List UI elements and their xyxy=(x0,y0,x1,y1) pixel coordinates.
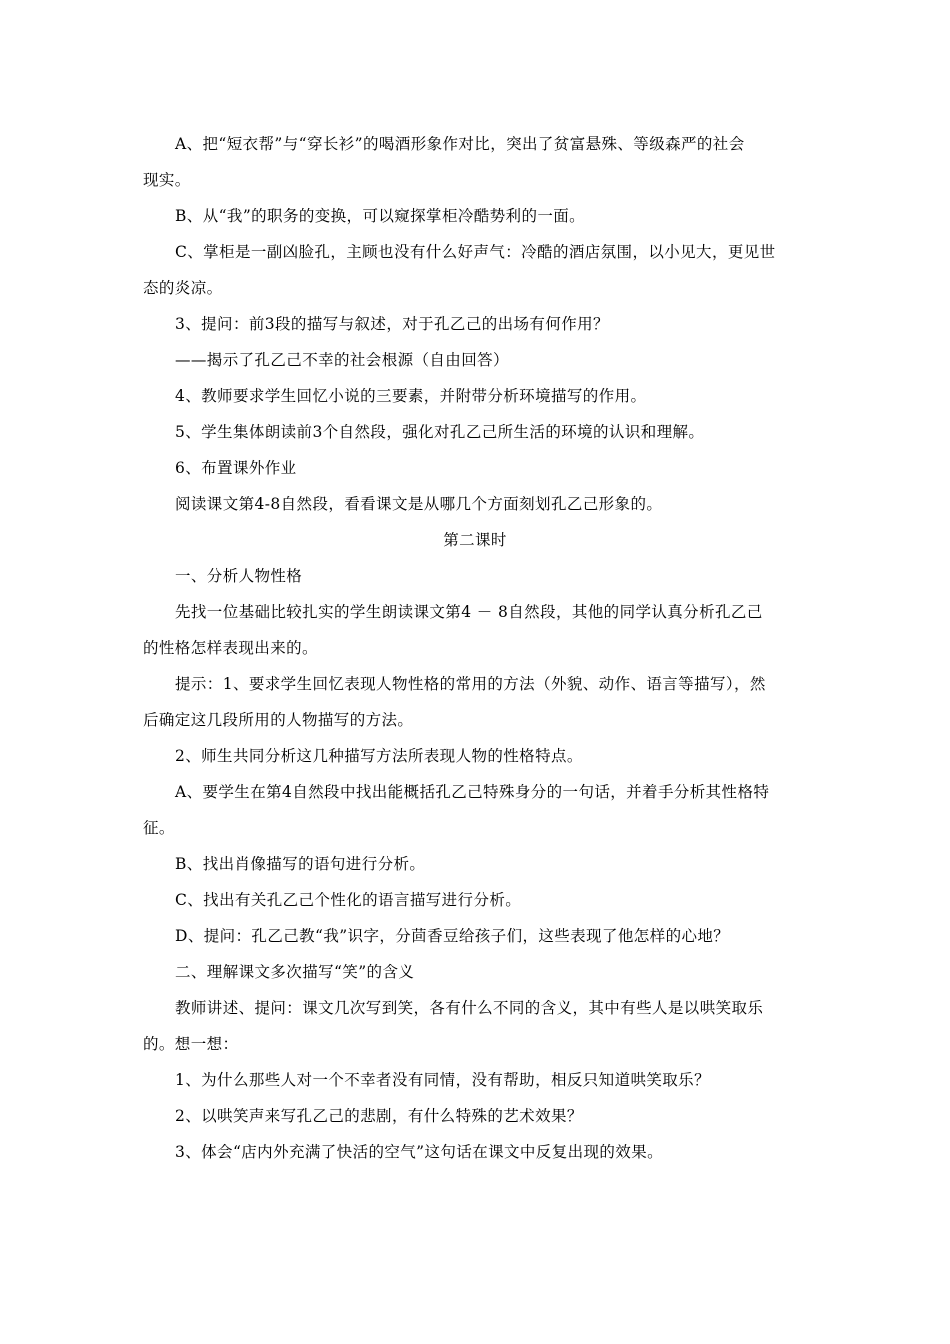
paragraph-item-a-line1: A、把“短衣帮”与“穿长衫”的喝酒形象作对比，突出了贫富悬殊、等级森严的社会 xyxy=(175,135,745,153)
paragraph-teacher-line2: 的。想一想： xyxy=(143,1035,239,1053)
paragraph-teacher-line1: 教师讲述、提问：课文几次写到笑，各有什么不同的含义，其中有些人是以哄笑取乐 xyxy=(175,999,764,1017)
paragraph-sub-b: B、找出肖像描写的语句进行分析。 xyxy=(175,855,426,873)
paragraph-sub-c: C、找出有关孔乙己个性化的语言描写进行分析。 xyxy=(175,891,522,909)
paragraph-item-a-line2: 现实。 xyxy=(143,171,191,189)
paragraph-hint-line1: 提示：1、要求学生回忆表现人物性格的常用的方法（外貌、动作、语言等描写），然 xyxy=(175,675,766,693)
paragraph-step-4: 4、教师要求学生回忆小说的三要素，并附带分析环境描写的作用。 xyxy=(175,387,647,405)
paragraph-item-c-line1: C、掌柜是一副凶脸孔，主顾也没有什么好声气：冷酷的酒店氛围，以小见大，更见世 xyxy=(175,243,776,261)
section-heading-second-lesson: 第二课时 xyxy=(443,531,507,549)
paragraph-question-3: 3、提问：前3段的描写与叙述，对于孔乙己的出场有何作用？ xyxy=(175,315,609,333)
paragraph-sub-a-line1: A、要学生在第4自然段中找出能概括孔乙己特殊身分的一句话，并着手分析其性格特 xyxy=(175,783,770,801)
section-heading-laughter: 二、理解课文多次描写“笑”的含义 xyxy=(175,963,415,981)
section-heading-analysis: 一、分析人物性格 xyxy=(175,567,303,585)
paragraph-step-2: 2、师生共同分析这几种描写方法所表现人物的性格特点。 xyxy=(175,747,583,765)
paragraph-item-b: B、从“我”的职务的变换，可以窥探掌柜冷酷势利的一面。 xyxy=(175,207,586,225)
paragraph-reading-line1: 先找一位基础比较扎实的学生朗读课文第4 － 8自然段，其他的同学认真分析孔乙己 xyxy=(175,603,763,621)
paragraph-reading-line2: 的性格怎样表现出来的。 xyxy=(143,639,318,657)
document-body xyxy=(143,126,807,1170)
paragraph-think-3: 3、体会“店内外充满了快活的空气”这句话在课文中反复出现的效果。 xyxy=(175,1143,664,1161)
paragraph-think-2: 2、以哄笑声来写孔乙己的悲剧，有什么特殊的艺术效果？ xyxy=(175,1107,583,1125)
paragraph-homework: 阅读课文第4-8自然段，看看课文是从哪几个方面刻划孔乙己形象的。 xyxy=(175,495,663,513)
paragraph-hint-line2: 后确定这几段所用的人物描写的方法。 xyxy=(143,711,414,729)
paragraph-item-c-line2: 态的炎凉。 xyxy=(143,279,223,297)
paragraph-think-1: 1、为什么那些人对一个不幸者没有同情，没有帮助，相反只知道哄笑取乐？ xyxy=(175,1071,710,1089)
paragraph-step-6: 6、布置课外作业 xyxy=(175,459,297,477)
paragraph-sub-a-line2: 征。 xyxy=(143,819,175,837)
paragraph-answer-3: ——揭示了孔乙己不幸的社会根源（自由回答） xyxy=(175,351,509,369)
paragraph-sub-d: D、提问：孔乙己教“我”识字，分茴香豆给孩子们，这些表现了他怎样的心地？ xyxy=(175,927,730,945)
paragraph-step-5: 5、学生集体朗读前3个自然段，强化对孔乙己所生活的环境的认识和理解。 xyxy=(175,423,705,441)
